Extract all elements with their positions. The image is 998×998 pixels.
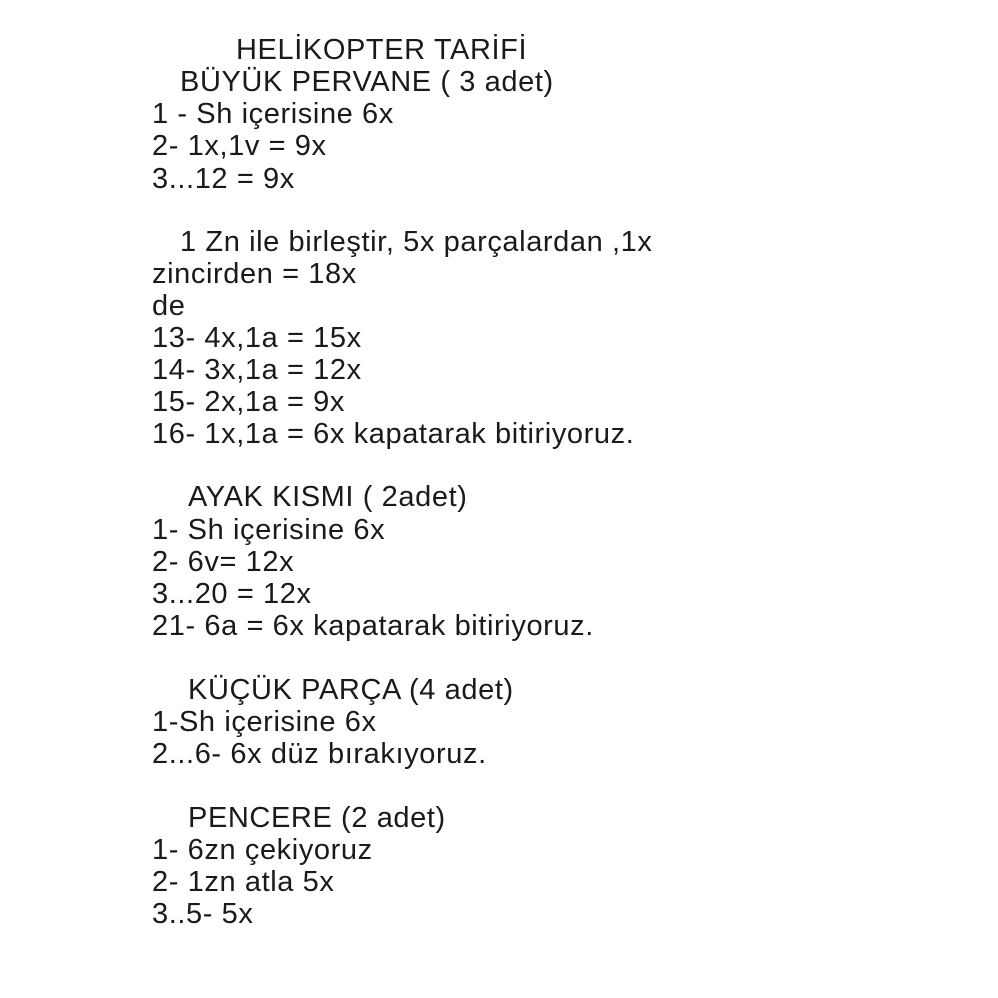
recipe-line: 15- 2x,1a = 9x [152,386,345,418]
recipe-line: 1-Sh içerisine 6x [152,706,377,738]
recipe-line: 1- 6zn çekiyoruz [152,834,373,866]
recipe-line: 2...6- 6x düz bırakıyoruz. [152,738,487,770]
page-title: HELİKOPTER TARİFİ [236,34,528,66]
section-heading-pencere: PENCERE (2 adet) [188,802,446,834]
recipe-line: 14- 3x,1a = 12x [152,354,362,386]
recipe-line: 3...12 = 9x [152,163,295,195]
recipe-line: 16- 1x,1a = 6x kapatarak bitiriyoruz. [152,418,635,450]
section-heading-kucuk-parca: KÜÇÜK PARÇA (4 adet) [188,674,514,706]
recipe-line: 13- 4x,1a = 15x [152,322,362,354]
recipe-line: 2- 1x,1v = 9x [152,130,327,162]
recipe-line: 1 - Sh içerisine 6x [152,98,394,130]
recipe-line: 3..5- 5x [152,898,254,930]
recipe-line: 2- 1zn atla 5x [152,866,335,898]
recipe-line: 2- 6v= 12x [152,546,295,578]
recipe-line: 21- 6a = 6x kapatarak bitiriyoruz. [152,610,594,642]
recipe-line: 3...20 = 12x [152,578,312,610]
section-heading-buyuk-pervane: BÜYÜK PERVANE ( 3 adet) [180,66,554,98]
recipe-line: 1- Sh içerisine 6x [152,514,386,546]
recipe-line: zincirden = 18x [152,258,357,290]
recipe-line: de [152,290,186,322]
section-heading-ayak-kismi: AYAK KISMI ( 2adet) [188,481,468,513]
recipe-line: 1 Zn ile birleştir, 5x parçalardan ,1x [180,226,653,258]
